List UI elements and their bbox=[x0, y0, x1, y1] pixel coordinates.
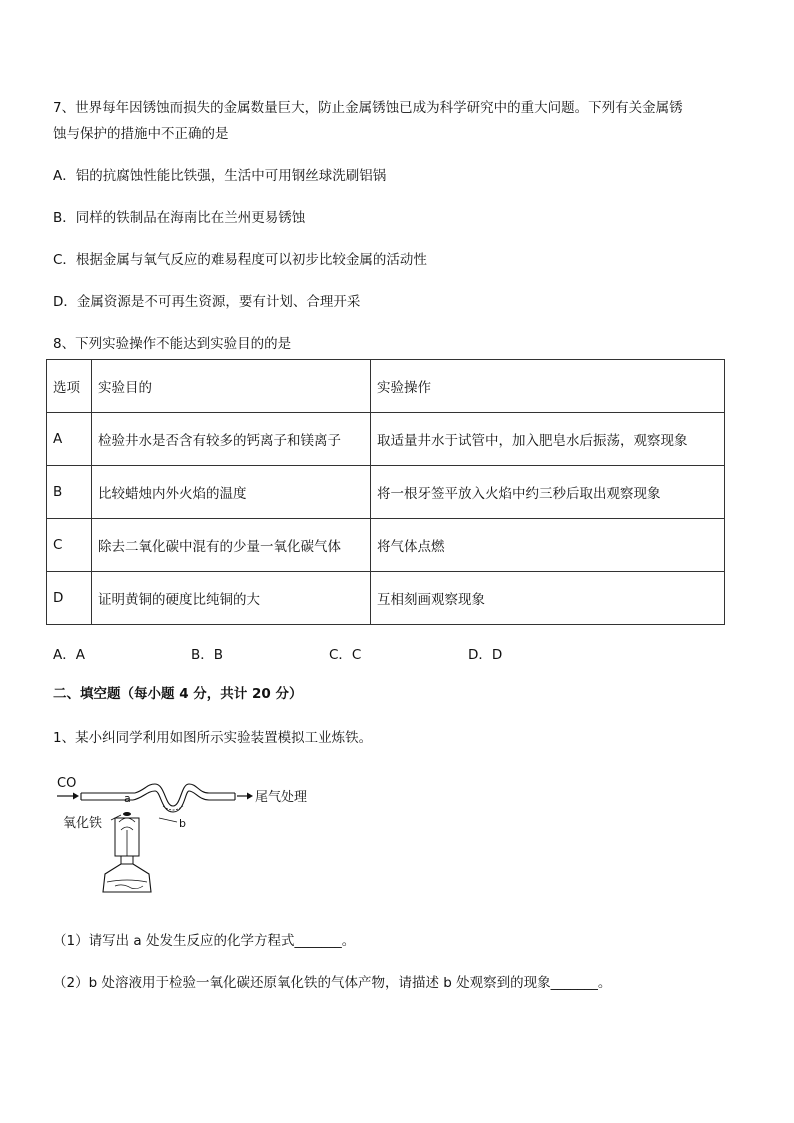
q8-answer-a[interactable]: A．A bbox=[53, 647, 85, 663]
row-purpose: 证明黄铜的硬度比纯铜的大 bbox=[92, 572, 371, 625]
fill1-sub1: （1）请写出 a 处发生反应的化学方程式_______。 bbox=[53, 933, 356, 949]
q8-stem: 8、下列实验操作不能达到实验目的的是 bbox=[53, 336, 292, 352]
row-operation: 互相刻画观察现象 bbox=[371, 572, 725, 625]
q7-option-d[interactable]: D．金属资源是不可再生资源，要有计划、合理开采 bbox=[53, 294, 361, 310]
table-row bbox=[47, 466, 725, 519]
q8-answer-b[interactable]: B．B bbox=[191, 647, 224, 663]
co-arrow-head bbox=[73, 793, 79, 800]
q7-stem-line2: 蚀与保护的措施中不正确的是 bbox=[53, 126, 229, 142]
u-bend-tube bbox=[133, 784, 235, 812]
table-row bbox=[47, 572, 725, 625]
fill1-sub2: （2）b 处溶液用于检验一氧化碳还原氧化铁的气体产物，请描述 b 处观察到的现象_______。 bbox=[53, 975, 612, 991]
iron-oxide-label: 氧化铁 bbox=[63, 816, 103, 831]
experiment-table bbox=[46, 359, 725, 625]
point-a-label: a bbox=[124, 792, 131, 805]
table-header-row bbox=[47, 360, 725, 413]
q8-answer-c[interactable]: C．C bbox=[329, 647, 362, 663]
iron-oxide-sample bbox=[123, 812, 131, 816]
row-option: D bbox=[47, 572, 92, 625]
lamp-wick bbox=[115, 885, 143, 889]
co-label: CO bbox=[57, 776, 77, 791]
alcohol-level bbox=[107, 880, 147, 882]
row-purpose: 比较蜡烛内外火焰的温度 bbox=[92, 466, 371, 519]
row-option: C bbox=[47, 519, 92, 572]
alcohol-lamp-body bbox=[103, 864, 151, 892]
row-option: A bbox=[47, 413, 92, 466]
tail-gas-label: 尾气处理 bbox=[255, 790, 308, 805]
row-option: B bbox=[47, 466, 92, 519]
q7-option-a[interactable]: A．铝的抗腐蚀性能比铁强，生活中可用钢丝球洗刷铝锅 bbox=[53, 168, 387, 184]
solution-pointer bbox=[159, 818, 177, 822]
q7-stem-line1: 7、世界每年因锈蚀而损失的金属数量巨大，防止金属锈蚀已成为科学研究中的重大问题。下列有关金属锈 bbox=[53, 100, 683, 116]
table-row bbox=[47, 519, 725, 572]
row-purpose: 检验井水是否含有较多的钙离子和镁离子 bbox=[92, 413, 371, 466]
header-operation: 实验操作 bbox=[371, 360, 725, 413]
row-purpose: 除去二氧化碳中混有的少量一氧化碳气体 bbox=[92, 519, 371, 572]
header-option: 选项 bbox=[47, 360, 92, 413]
row-operation: 将一根牙签平放入火焰中约三秒后取出观察现象 bbox=[371, 466, 725, 519]
row-operation: 将气体点燃 bbox=[371, 519, 725, 572]
burner-neck bbox=[121, 856, 133, 864]
q7-option-b[interactable]: B．同样的铁制品在海南比在兰州更易锈蚀 bbox=[53, 210, 306, 226]
point-b-label: b bbox=[179, 817, 186, 830]
tail-gas-arrow-head bbox=[247, 793, 253, 800]
burner-flame bbox=[119, 818, 135, 830]
q8-answer-d[interactable]: D．D bbox=[468, 647, 503, 663]
section-2-title: 二、填空题（每小题 4 分，共计 20 分） bbox=[53, 686, 303, 702]
header-purpose: 实验目的 bbox=[92, 360, 371, 413]
table-row bbox=[47, 413, 725, 466]
row-operation: 取适量井水于试管中，加入肥皂水后振荡，观察现象 bbox=[371, 413, 725, 466]
ironmaking-apparatus-diagram bbox=[55, 770, 315, 905]
q7-option-c[interactable]: C．根据金属与氧气反应的难易程度可以初步比较金属的活动性 bbox=[53, 252, 427, 268]
fill1-stem: 1、某小纠同学利用如图所示实验装置模拟工业炼铁。 bbox=[53, 730, 373, 746]
